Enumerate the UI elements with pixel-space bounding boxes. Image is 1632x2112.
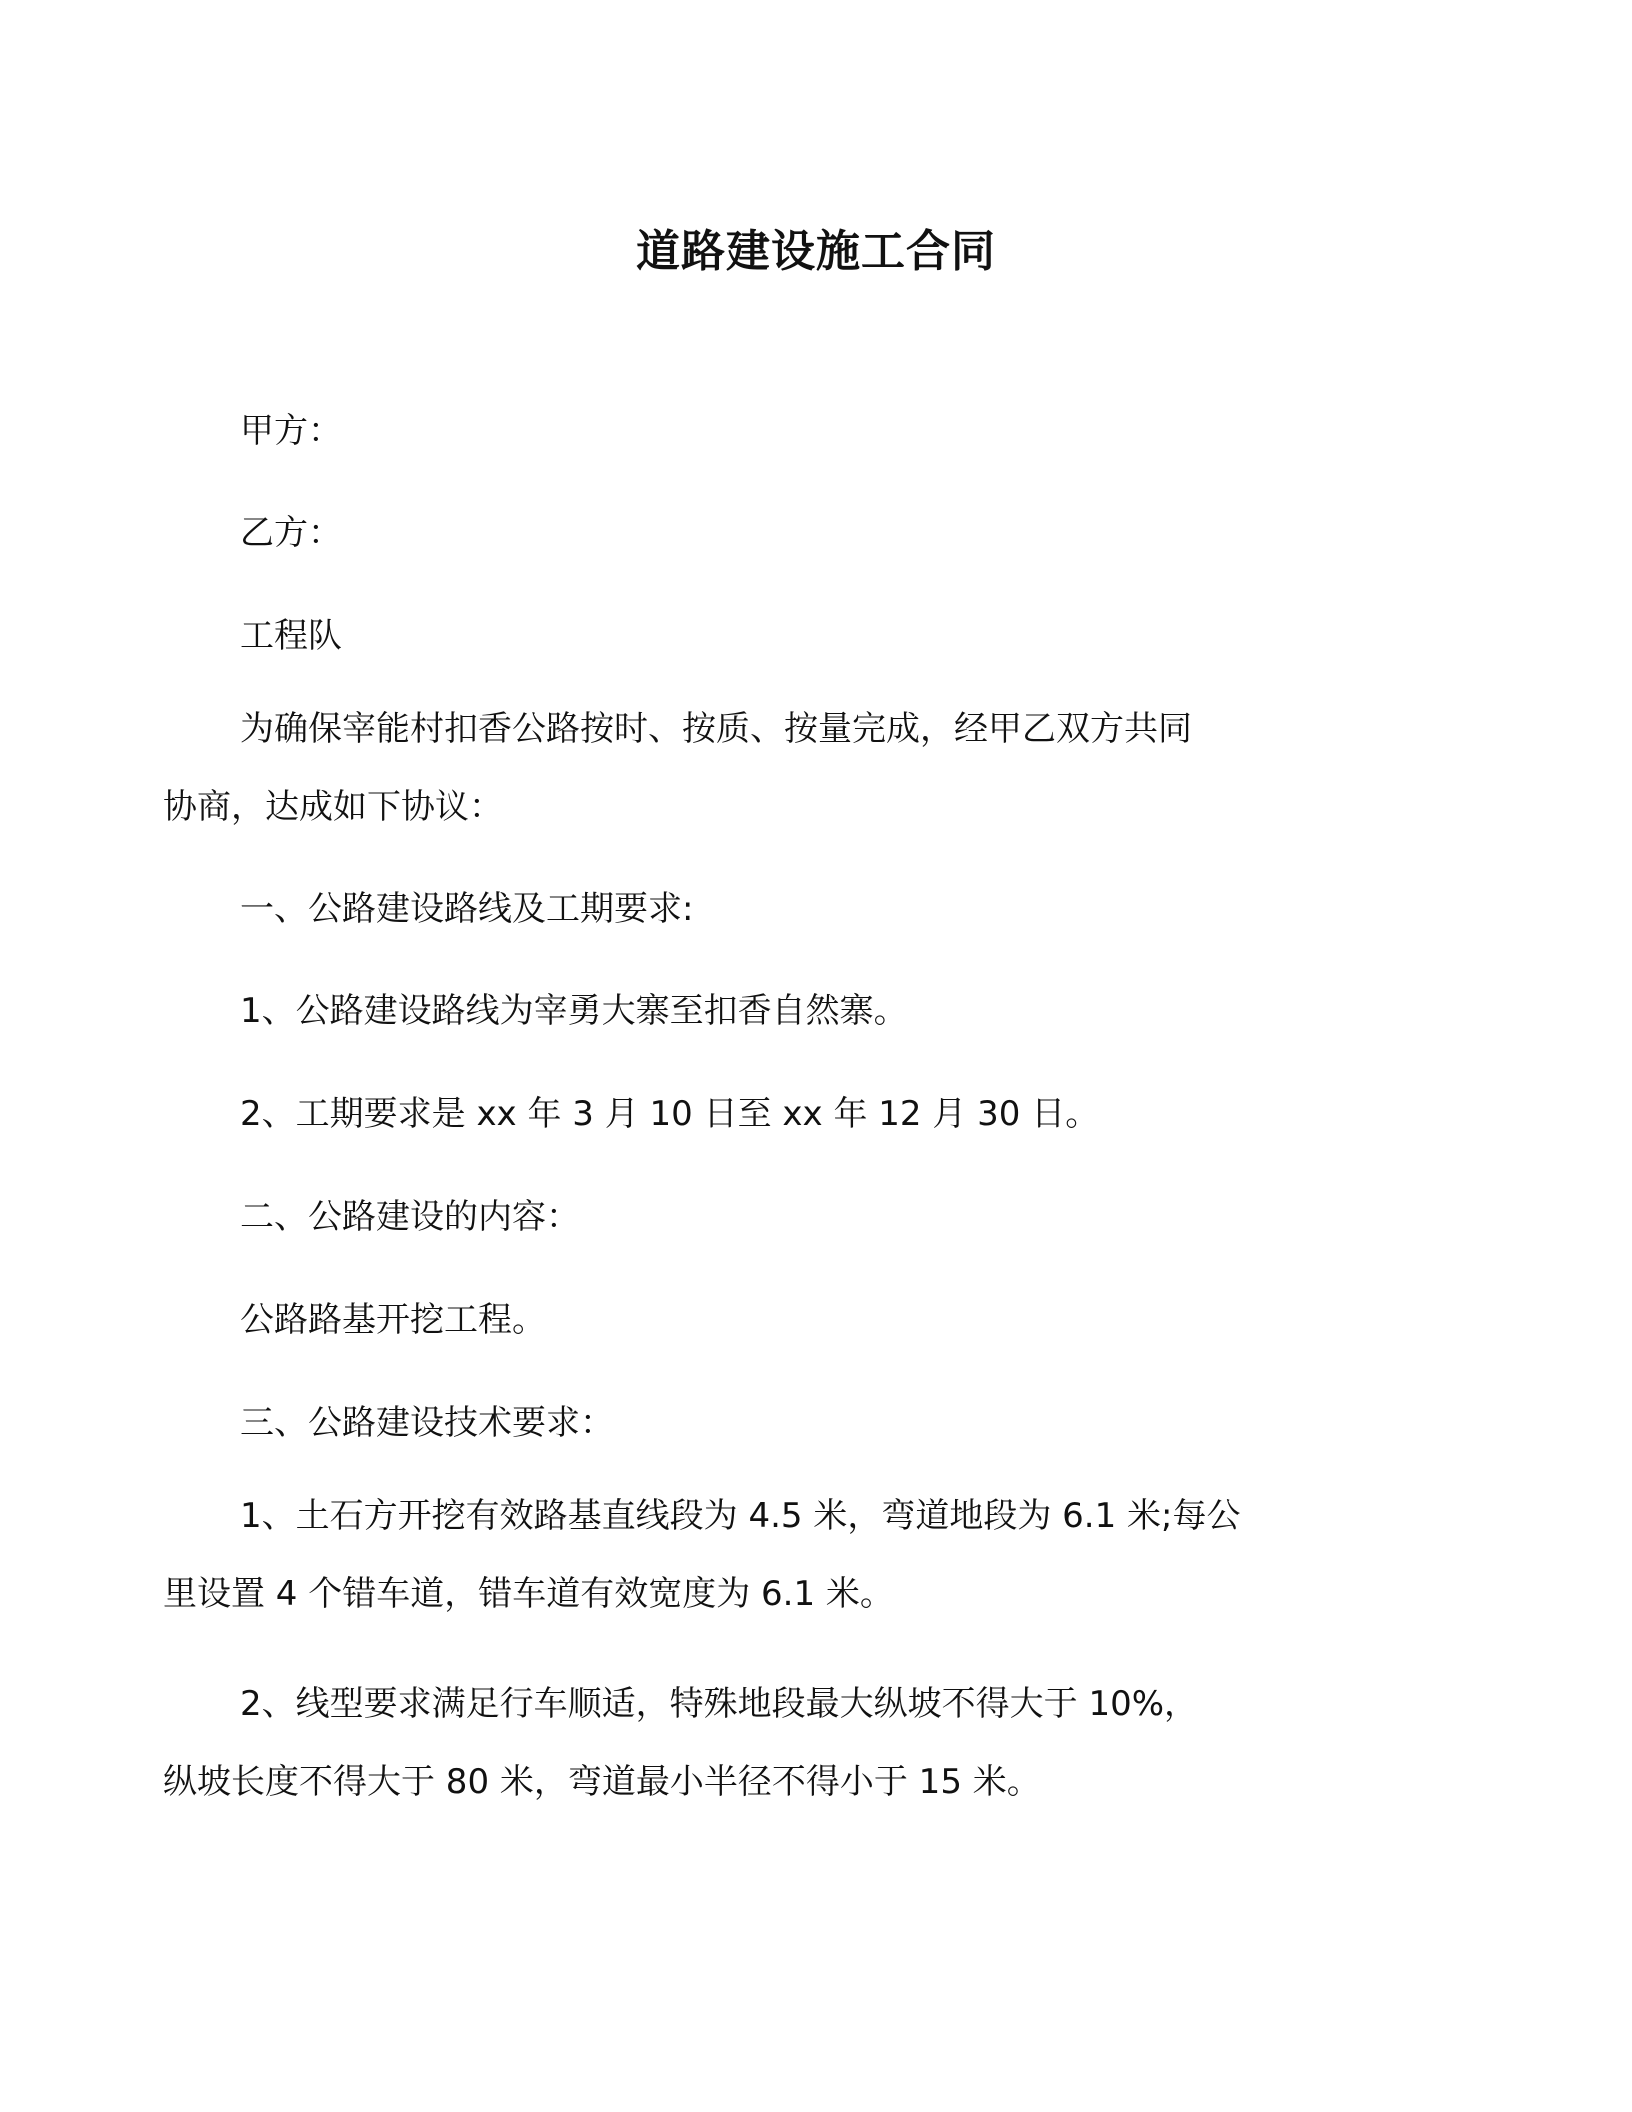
section-3-item-2 — [163, 1665, 1420, 1821]
section-1-item-2: 2、工期要求是 xx 年 3 月 10 日至 xx 年 12 月 30 日。 — [240, 1094, 1100, 1134]
party-b-line: 乙方： — [240, 513, 342, 553]
section-3-item-2-line-2: 纵坡长度不得大于 80 米，弯道最小半径不得小于 15 米。 — [163, 1762, 1041, 1802]
section-3-item-2-line-1: 2、线型要求满足行车顺适，特殊地段最大纵坡不得大于 10%， — [240, 1684, 1199, 1724]
team-line: 工程队 — [240, 616, 342, 656]
section-3-item-1-line-1: 1、土石方开挖有效路基直线段为 4.5 米，弯道地段为 6.1 米;每公 — [240, 1496, 1241, 1536]
intro-line-2: 协商，达成如下协议： — [163, 787, 503, 827]
section-3-heading: 三、公路建设技术要求： — [240, 1403, 614, 1443]
section-1-item-1: 1、公路建设路线为宰勇大寨至扣香自然寨。 — [240, 991, 908, 1031]
section-3-item-1 — [163, 1477, 1420, 1633]
intro-paragraph — [163, 690, 1420, 846]
section-2-heading: 二、公路建设的内容： — [240, 1197, 580, 1237]
party-a-line: 甲方： — [240, 411, 342, 451]
section-2-content: 公路路基开挖工程。 — [240, 1300, 546, 1340]
section-3-item-1-line-2: 里设置 4 个错车道，错车道有效宽度为 6.1 米。 — [163, 1574, 894, 1614]
document-title: 道路建设施工合同 — [636, 226, 996, 277]
section-1-heading: 一、公路建设路线及工期要求: — [240, 889, 694, 929]
intro-line-1: 为确保宰能村扣香公路按时、按质、按量完成，经甲乙双方共同 — [240, 709, 1192, 749]
